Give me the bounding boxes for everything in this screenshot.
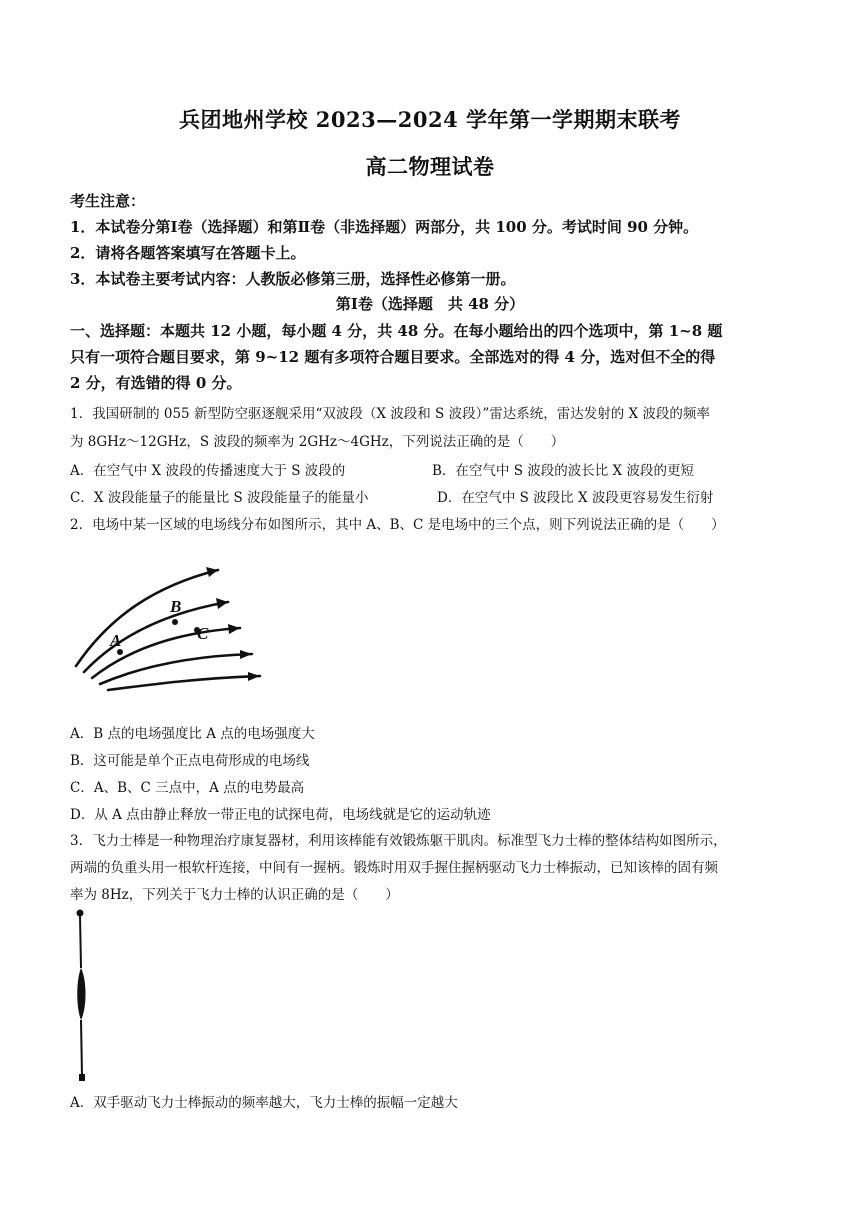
point-c-label: C	[197, 624, 209, 643]
electric-field-lines-figure	[70, 548, 270, 708]
section-instructions: 只有一项符合题目要求，第 9~12 题有多项符合题目要求。全部选对的得 4 分，选对但不全的得	[70, 348, 716, 366]
handle-grip	[77, 968, 85, 1020]
question-3-stem: 两端的负重头用一根软杆连接，中间有一握柄。锻炼时用双手握住握柄驱动飞力士棒振动，已知该棒的固有频	[70, 860, 718, 876]
flexible-rod	[80, 916, 81, 968]
question-1-option-c: C．X 波段能量子的能量比 S 波段能量子的能量小	[70, 490, 369, 506]
point-b-dot	[172, 619, 178, 625]
section-heading: 第Ⅰ卷（选择题 共 48 分）	[335, 295, 525, 313]
section-instructions: 一、选择题：本题共 12 小题，每小题 4 分，共 48 分。在每小题给出的四个选项中，第 1~8 题	[70, 322, 723, 340]
point-b-label: B	[170, 597, 182, 616]
question-2-option-d: D．从 A 点由静止释放一带正电的试探电荷，电场线就是它的运动轨迹	[70, 807, 491, 823]
question-1-stem: 为 8GHz～12GHz，S 波段的频率为 2GHz～4GHz，下列说法正确的是（ ）	[70, 434, 565, 450]
top-weight-head	[77, 910, 84, 917]
question-1-option-d: D．在空气中 S 波段比 X 波段更容易发生衍射	[437, 490, 714, 506]
question-1-stem: 1．我国研制的 055 新型防空驱逐舰采用“双波段（X 波段和 S 波段）”雷达系统，雷达发射的 X 波段的频率	[70, 406, 710, 422]
field-arrow	[240, 650, 252, 659]
notice-item: 3．本试卷主要考试内容：人教版必修第三册，选择性必修第一册。	[70, 270, 516, 288]
question-2-stem: 2．电场中某一区域的电场线分布如图所示，其中 A、B、C 是电场中的三个点，则下列说法正确的是（ ）	[70, 517, 725, 533]
field-arrow	[248, 672, 260, 681]
notice-item: 1．本试卷分第Ⅰ卷（选择题）和第Ⅱ卷（非选择题）两部分，共 100 分。考试时间 90 分钟。	[70, 218, 699, 236]
exam-title: 兵团地州学校 2023—2024 学年第一学期期末联考	[178, 107, 681, 132]
question-2-option-c: C．A、B、C 三点中，A 点的电势最高	[70, 780, 305, 796]
bottom-weight-head	[79, 1074, 85, 1081]
notice-label: 考生注意：	[70, 192, 146, 210]
question-3-option-a: A．双手驱动飞力士棒振动的频率越大，飞力士棒的振幅一定越大	[70, 1095, 458, 1111]
question-2-option-b: B．这可能是单个正点电荷形成的电场线	[70, 753, 310, 769]
section-instructions: 2 分，有选错的得 0 分。	[70, 374, 242, 392]
notice-item: 2．请将各题答案填写在答题卡上。	[70, 244, 306, 262]
question-1-option-b: B．在空气中 S 波段的波长比 X 波段的更短	[432, 463, 694, 479]
question-1-option-a: A．在空气中 X 波段的传播速度大于 S 波段的	[70, 463, 346, 479]
question-2-option-a: A．B 点的电场强度比 A 点的电场强度大	[70, 726, 315, 742]
field-line	[108, 676, 260, 690]
field-arrow	[206, 567, 218, 577]
flexi-bar-figure	[70, 908, 94, 1084]
exam-subtitle: 高二物理试卷	[365, 154, 495, 179]
question-3-stem: 率为 8Hz，下列关于飞力士棒的认识正确的是（ ）	[70, 887, 399, 903]
question-3-stem: 3．飞力士棒是一种物理治疗康复器材，利用该棒能有效锻炼躯干肌肉。标准型飞力士棒的整体结构如图所示，	[70, 833, 727, 849]
field-line	[76, 570, 218, 666]
point-a-label: A	[110, 631, 122, 650]
flexible-rod	[81, 1020, 82, 1076]
